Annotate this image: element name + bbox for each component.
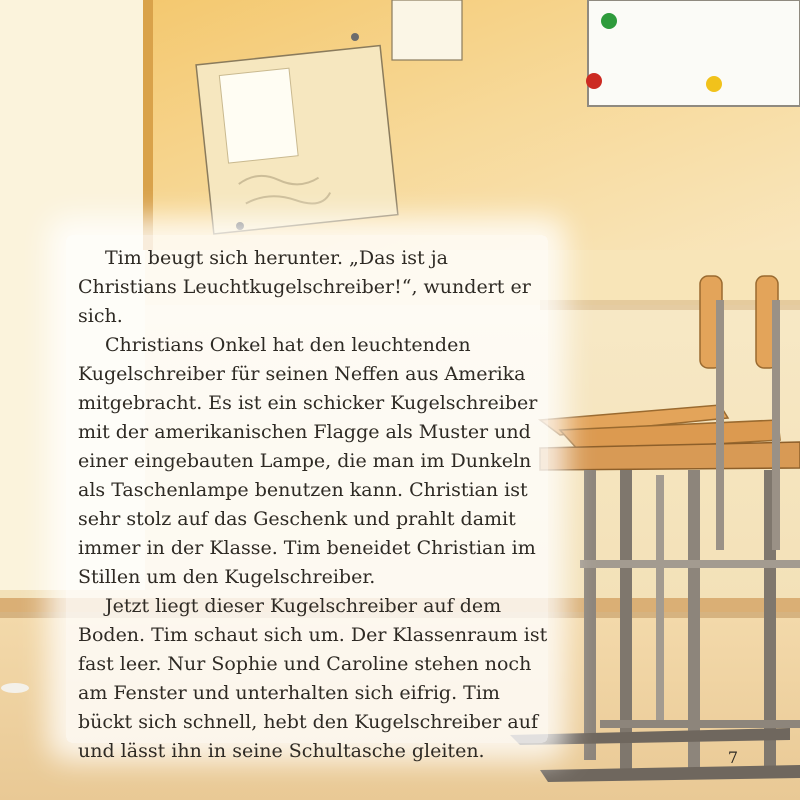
story-paragraph: Christians Onkel hat den leuchtenden Kugelschreiber für seinen Neffen aus Amerika mitgebracht. Es ist ein schicker Kugelschreiber mit der amerikanischen Flagge als Muster und einer eingebauten Lampe, die man im Dunkeln als Taschenlampe benutzen kann. Christian ist sehr stolz auf das Geschenk und prahlt damit immer in der Klasse. Tim beneidet Christian im Stillen um den Kugelschreiber. [78, 334, 538, 588]
pin-icon [351, 33, 359, 41]
story-paragraph: Jetzt liegt dieser Kugelschreiber auf dem Boden. Tim schaut sich um. Der Klassenraum ist fast leer. Nur Sophie und Caroline stehen noch am Fenster und unterhalten sich eifrig. Tim bückt sich schnell, hebt den Kugelschreiber auf und lässt ihn in seine Schultasche gleiten. [78, 595, 548, 762]
corkboard-frame-left [143, 0, 153, 250]
magnet-icon [706, 76, 722, 92]
whiteboard [588, 0, 800, 106]
page-number: 7 [727, 748, 738, 767]
story-paragraph: Tim beugt sich herunter. „Das ist ja Christians Leuchtkugelschreiber!“, wundert er sich. [78, 247, 531, 327]
magnet-icon [586, 73, 602, 89]
pin-icon [236, 222, 244, 230]
pinned-note [196, 46, 398, 234]
story-text [78, 244, 548, 766]
small-note [392, 0, 462, 60]
floor-spot [1, 683, 29, 693]
magnet-icon [601, 13, 617, 29]
